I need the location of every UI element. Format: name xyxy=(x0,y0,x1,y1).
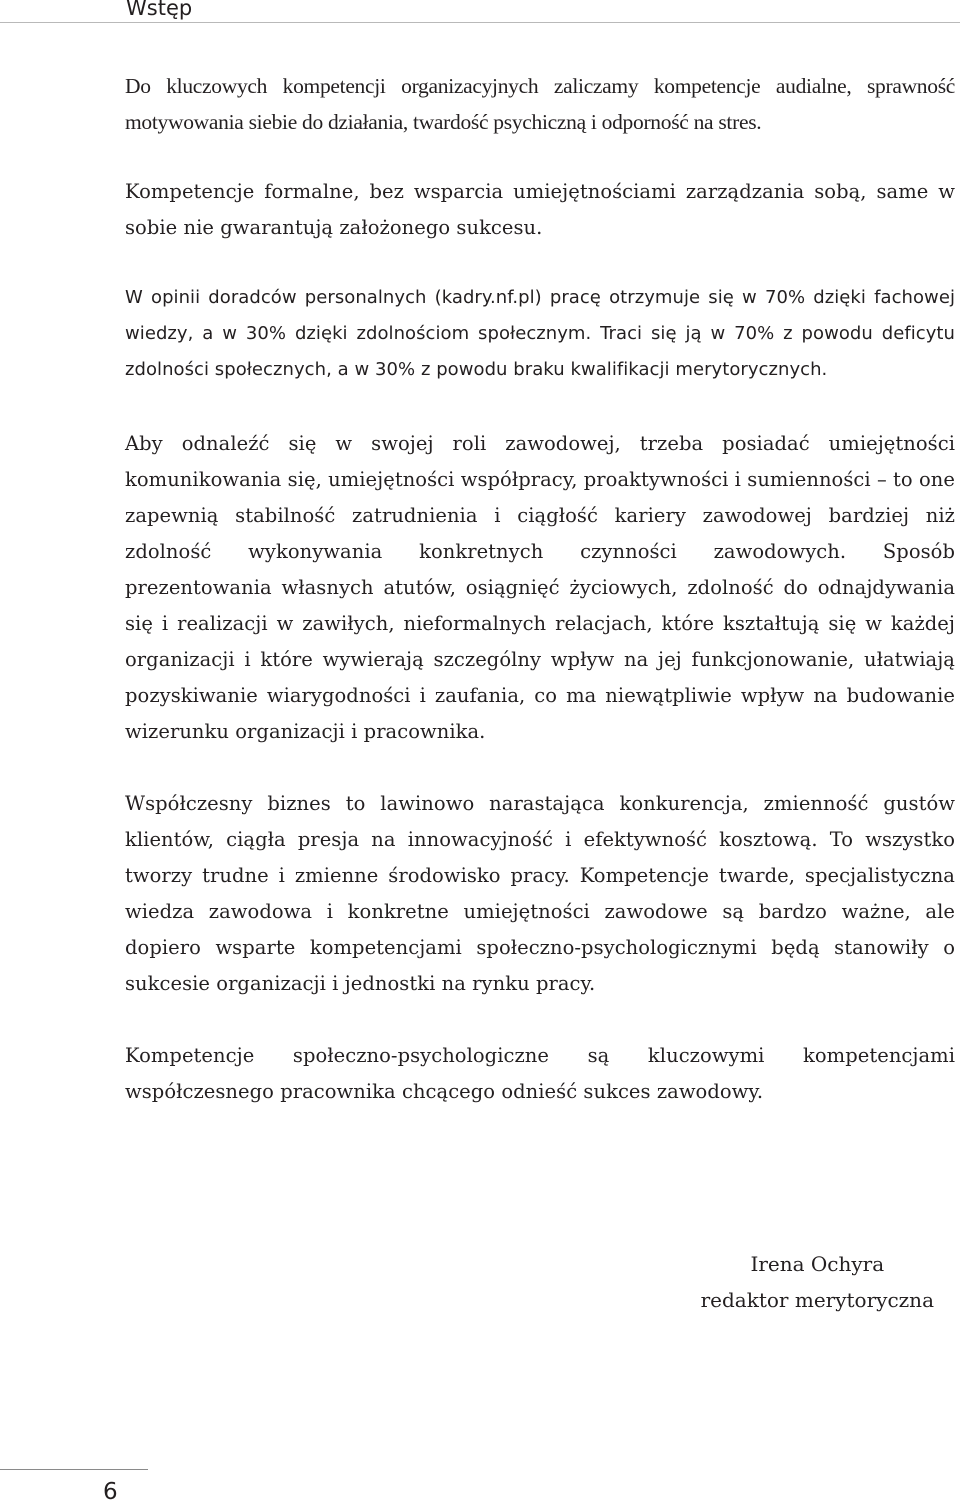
page-number: 6 xyxy=(103,1479,118,1505)
paragraph-hr-advisors-opinion: W opinii doradców personalnych (kadry.nf.pl) pracę otrzymuje się w 70% dzięki fachowej wiedzy, a w 30% dzięki zdolnościom społecznym. Traci się ją w 70% z powodu deficytu zdolności społecznych, a w 30% z powodu braku kwalifikacji merytorycznych. xyxy=(125,287,955,380)
footer-rule xyxy=(0,1469,148,1470)
signature-block xyxy=(701,1246,934,1318)
paragraph-modern-business: Współczesny biznes to lawinowo narastająca konkurencja, zmienność gustów klientów, ciągła presja na innowacyjność i efektywność kosztową. To wszystko tworzy trudne i zmienne środowisko pracy. Kompetencje twarde, specjalistyczna wiedza zawodowa i konkretne umiejętności zawodowe są bardzo ważne, ale dopiero wsparte kompetencjami społeczno-psychologicznymi będą stanowiły o sukcesie organizacji i jednostki na rynku pracy. xyxy=(125,792,955,995)
header-rule xyxy=(0,22,960,23)
paragraph-formal-competences: Kompetencje formalne, bez wsparcia umiejętnościami zarządzania sobą, same w sobie nie gwarantują założonego sukcesu. xyxy=(125,180,955,239)
signature-name: Irena Ochyra xyxy=(750,1252,885,1276)
paragraph-professional-role: Aby odnaleźć się w swojej roli zawodowej, trzeba posiadać umiejętności komunikowania się, umiejętności współpracy, proaktywności i sumienności – to one zapewnią stabilność zatrudnienia i ciągłość kariery zawodowej bardziej niż zdolność wykonywania konkretnych czynności zawodowych. Sposób prezentowania własnych atutów, osiągnięć życiowych, zdolność do odnajdywania się i realizacji w zawiłych, nieformalnych relacjach, które kształtują się w każdej organizacji i które wywierają szczególny wpływ na jej funkcjonowanie, ułatwiają pozyskiwanie wiarygodności i zaufania, co ma niewątpliwie wpływ na budowanie wizerunku organizacji i pracownika. xyxy=(125,432,955,743)
paragraph-organizational-competences: Do kluczowych kompetencji organizacyjnych zaliczamy kompetencje audialne, sprawność motywowania siebie do działania, twardość psychiczną i odporność na stres. xyxy=(125,74,955,134)
section-title: Wstęp xyxy=(126,0,193,20)
running-header xyxy=(0,0,960,24)
paragraph-conclusion: Kompetencje społeczno-psychologiczne są kluczowymi kompetencjami współczesnego pracownika chcącego odnieść sukces zawodowy. xyxy=(125,1044,955,1103)
signature-role: redaktor merytoryczna xyxy=(700,1288,934,1312)
page-body xyxy=(125,68,955,1110)
